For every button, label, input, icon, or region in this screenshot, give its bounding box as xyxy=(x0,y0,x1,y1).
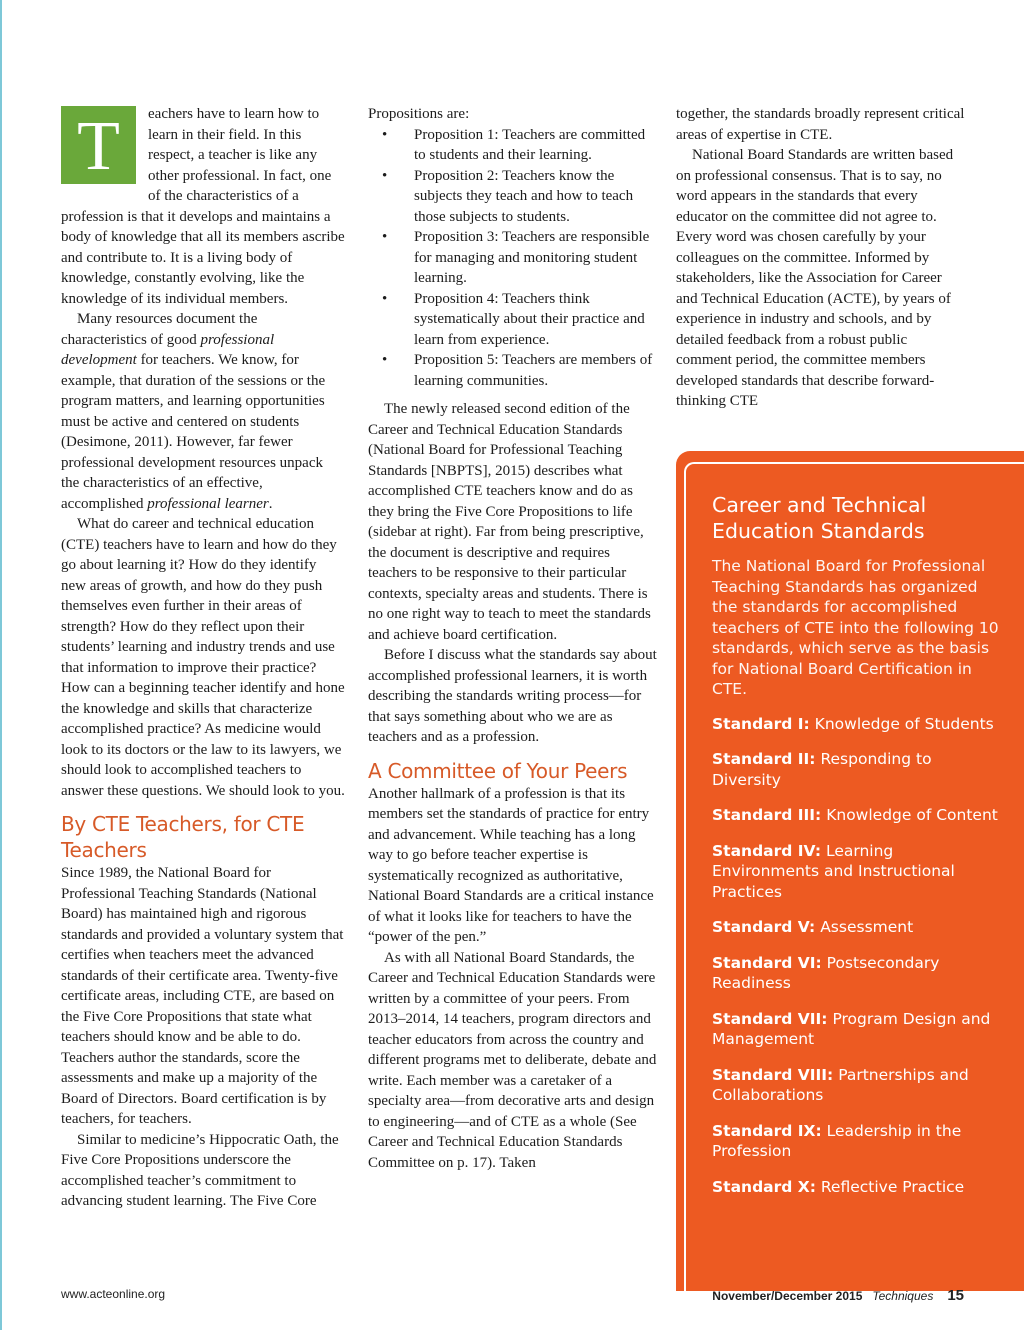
p2-text-b: for teachers. We know, for example, that duration of the sessions or the program matters, and learning opportunities must be active and centered on students (Desimone, 2011). However, far fewer professional development resources unpack the characteristics of an effective, accomplished xyxy=(61,352,326,512)
list-item xyxy=(368,125,658,166)
standard-number: Standard VII: xyxy=(712,1009,828,1028)
list-item xyxy=(368,166,658,228)
paragraph-before-discuss: Before I discuss what the standards say about accomplished professional learners, it is worth describing the standards writing process—for that says something about who we are as teachers and as a profession. xyxy=(368,647,657,745)
list-item xyxy=(368,227,658,289)
standard-item xyxy=(712,1177,1004,1198)
standard-item xyxy=(712,1065,1004,1106)
section-heading-cte-teachers: By CTE Teachers, for CTE Teachers xyxy=(61,812,305,862)
paragraph-together: together, the standards broadly represent critical areas of expertise in CTE. xyxy=(676,106,965,143)
bullet-icon: • xyxy=(382,352,388,368)
p2-emphasis-2: professional learner xyxy=(147,495,269,512)
standard-number: Standard IV: xyxy=(712,841,822,860)
standard-item xyxy=(712,841,1004,903)
proposition-text: Proposition 2: Teachers know the subjects they teach and how to teach those subjects to students. xyxy=(414,167,634,225)
paragraph-hallmark: Another hallmark of a profession is that its members set the standards of practice for entry and advancement. While teaching has a long way to go before teacher expertise is systematically recognized as authoritative, National Board Standards are a critical instance of what it looks like for teachers to have the “power of the pen.” xyxy=(368,785,654,945)
page-edge-stripe xyxy=(0,0,2,1330)
standard-number: Standard II: xyxy=(712,750,816,768)
sidebar-intro: The National Board for Professional Teaching Standards has organized the standards for accomplished teachers of CTE into the following 10 standards, which serve as the basis for National Board Certification in CTE. xyxy=(712,557,999,698)
p2-emphasis: professional development xyxy=(61,331,275,368)
bullet-icon: • xyxy=(382,126,388,143)
propositions-lead: Propositions are: xyxy=(368,106,470,122)
paragraph-consensus: National Board Standards are written based on professional consensus. That is to say, no word appears in the standards that every educator on the committee did not agree to. Every word was chosen carefully by your colleagues on the committee. Informed by stakeholders, like the Association for Career and Technical Education (ACTE), by years of experience in industry and schools, and by detailed feedback from a robust public comment period, the committee members developed standards that describe forward-thinking CTE xyxy=(676,147,954,409)
paragraph-professional-development xyxy=(61,309,345,514)
list-item xyxy=(368,350,658,391)
proposition-text: Proposition 4: Teachers think systematically about their practice and learn from experience. xyxy=(414,290,645,348)
standard-name: Reflective Practice xyxy=(820,1177,965,1196)
standard-name: Knowledge of Students xyxy=(814,714,994,733)
standard-number: Standard V: xyxy=(712,918,816,936)
article-column-3 xyxy=(676,104,966,412)
standard-name: Knowledge of Content xyxy=(826,806,998,824)
sidebar-title: Career and Technical Education Standards xyxy=(712,493,927,543)
standard-name: Program Design and Management xyxy=(712,1009,991,1048)
standard-number: Standard I: xyxy=(712,714,810,733)
drop-cap: T xyxy=(61,106,136,184)
standard-name: Partnerships and Collaborations xyxy=(712,1065,969,1104)
standard-number: Standard X: xyxy=(712,1177,816,1196)
paragraph-hippocratic: Similar to medicine’s Hippocratic Oath, the Five Core Propositions underscore the accomplished teacher’s commitment to advancing student learning. The Five Core xyxy=(61,1131,339,1209)
bullet-icon: • xyxy=(382,229,388,245)
proposition-text: Proposition 1: Teachers are committed to students and their learning. xyxy=(414,126,646,163)
page-number: 15 xyxy=(947,1287,964,1304)
standard-name: Postsecondary Readiness xyxy=(712,953,940,992)
standard-number: Standard III: xyxy=(712,806,822,824)
footer-issue-info xyxy=(712,1287,964,1304)
standard-item xyxy=(712,1121,1004,1162)
standard-item xyxy=(712,917,1004,938)
standard-item xyxy=(712,953,1004,994)
standard-name: Assessment xyxy=(820,918,914,936)
paragraph-questions: What do career and technical education (CTE) teachers have to learn and how do they go about learning it? How do they identify new areas of growth, and how do they push themselves even further in their areas of strength? How do they reflect upon their students’ learning and industry trends and use that information to improve their practice? How can a beginning teacher identify and hone the knowledge and skills that characterize accomplished practice? As medicine would look to its doctors or the law to its lawyers, we should look to accomplished teachers to answer these questions. We should look to you. xyxy=(61,516,345,799)
standard-name: Responding to Diversity xyxy=(712,750,932,789)
standard-item xyxy=(712,749,1004,790)
paragraph-committee-of-peers: As with all National Board Standards, the Career and Technical Education Standards were written by a committee of your peers. From 2013–2014, 14 teachers, program directors and teacher educators from across the country and different programs met to deliberate, debate and write. Each member was a caretaker of a specialty area—from decorative arts and design to engineering—and of CTE as a whole (See Career and Technical Education Standards Committee on p. 17). Taken xyxy=(368,949,657,1171)
article-column-1 xyxy=(61,104,345,1212)
standard-item xyxy=(712,805,1004,826)
p2-text-c: . xyxy=(268,495,273,512)
paragraph-national-board: Since 1989, the National Board for Professional Teaching Standards (National Board) has maintained high and rigorous standards and provided a voluntary system that certifies when teachers meet the advanced standards of their certificate area. Twenty-five certificate areas, including CTE, are based on the Five Core Propositions that state what teachers should know and be able to do. Teachers author the standards, score the assessments and make up a majority of the Board of Directors. Board certification is by teachers, for teachers. xyxy=(61,865,344,1127)
intro-paragraph: eachers have to learn how to learn in their field. In this respect, a teacher is like any other professional. In fact, one of the characteristics of a profession is that it develops and maintains a body of knowledge that all its members ascribe and contribute to. It is a living body of knowledge, constantly evolving, like the knowledge of its individual members. xyxy=(61,106,345,307)
p2-text-a: Many resources document the characteristics of good xyxy=(61,311,258,348)
sidebar-content xyxy=(712,492,1004,1212)
proposition-text: Proposition 3: Teachers are responsible for managing and monitoring student learning. xyxy=(414,229,650,286)
footer-url[interactable]: www.acteonline.org xyxy=(61,1287,166,1301)
standard-number: Standard VIII: xyxy=(712,1065,834,1084)
footer-issue-date: November/December 2015 xyxy=(712,1289,863,1303)
article-column-2 xyxy=(368,104,658,1173)
propositions-list xyxy=(368,125,658,392)
bullet-icon: • xyxy=(382,167,388,184)
standard-name: Leadership in the Profession xyxy=(712,1121,962,1160)
paragraph-second-edition: The newly released second edition of the Career and Technical Education Standards (National Board for Professional Teaching Standards [NBPTS], 2015) describes what accomplished CTE teachers know and do as they bring the Five Core Propositions to life (sidebar at right). Far from being prescriptive, the document is descriptive and requires teachers to be responsive to their particular contexts, specialty areas and students. There is no one right way to teach to meet the standards and achieve board certification. xyxy=(368,401,651,643)
proposition-text: Proposition 5: Teachers are members of learning communities. xyxy=(414,352,653,389)
standard-number: Standard IX: xyxy=(712,1121,822,1140)
bullet-icon: • xyxy=(382,290,388,307)
footer-magazine-name: Techniques xyxy=(872,1289,934,1303)
standard-name: Learning Environments and Instructional Practices xyxy=(712,841,955,901)
list-item xyxy=(368,289,658,351)
standard-item xyxy=(712,714,1004,735)
standard-number: Standard VI: xyxy=(712,953,822,972)
standard-item xyxy=(712,1009,1004,1050)
section-heading-committee: A Committee of Your Peers xyxy=(368,758,628,783)
